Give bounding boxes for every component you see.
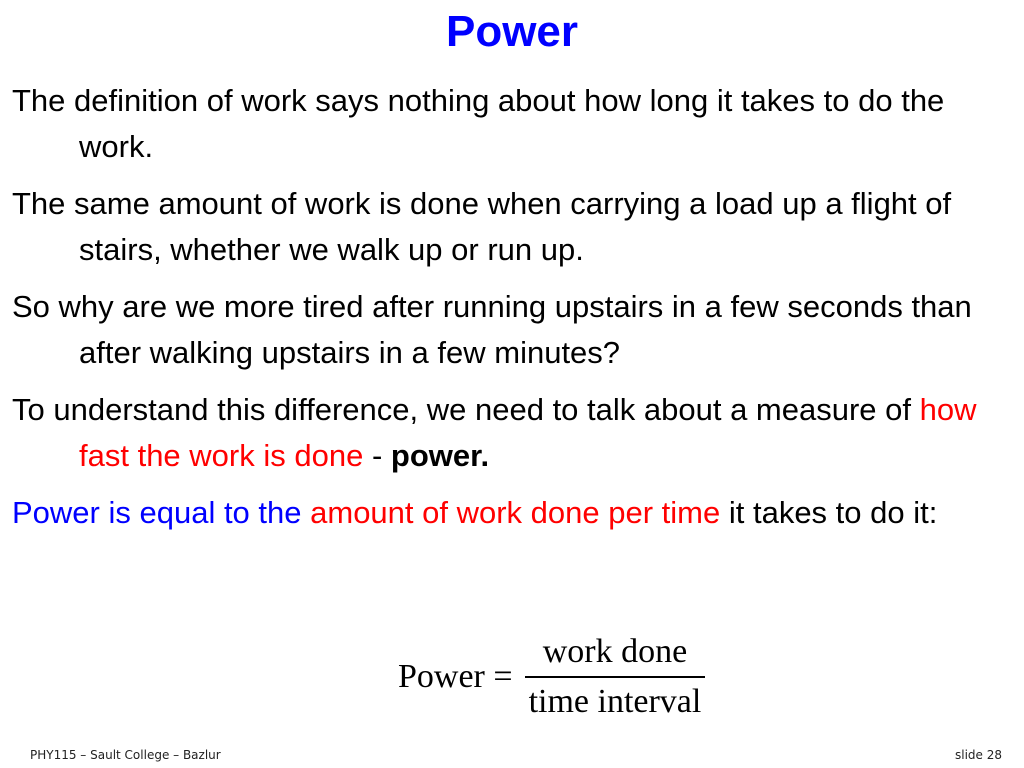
formula-denominator: time interval	[528, 683, 702, 720]
power-definition-tail: it takes to do it:	[720, 495, 938, 530]
paragraph-power-definition	[12, 490, 1012, 536]
highlight-work-per-time: amount of work done per time	[310, 495, 721, 530]
term-power: power.	[390, 438, 490, 473]
paragraph-work-definition: The definition of work says nothing about how long it takes to do the work.	[12, 83, 945, 164]
footer-course-info: PHY115 – Sault College – Bazlur	[30, 748, 221, 762]
formula-lhs: Power =	[398, 658, 513, 695]
power-definition-lead: Power is equal to the	[12, 495, 311, 530]
slide-title: Power	[445, 7, 579, 56]
separator-dash: -	[363, 438, 391, 473]
highlight-how-fast: how fast the work is done	[79, 392, 977, 473]
paragraph-power-intro	[12, 387, 1012, 479]
footer-slide-number: slide 28	[954, 748, 1002, 762]
slide-body	[12, 78, 1012, 547]
power-formula	[398, 632, 705, 722]
formula-numerator: work done	[542, 633, 688, 670]
paragraph-power-intro-text: To understand this difference, we need to talk about a measure of	[12, 392, 920, 427]
paragraph-tired-question: So why are we more tired after running upstairs in a few seconds than after walking upstairs in a few minutes?	[12, 289, 972, 370]
formula-fraction	[525, 632, 706, 722]
paragraph-stairs-example: The same amount of work is done when carrying a load up a flight of stairs, whether we walk up or run up.	[12, 186, 952, 267]
